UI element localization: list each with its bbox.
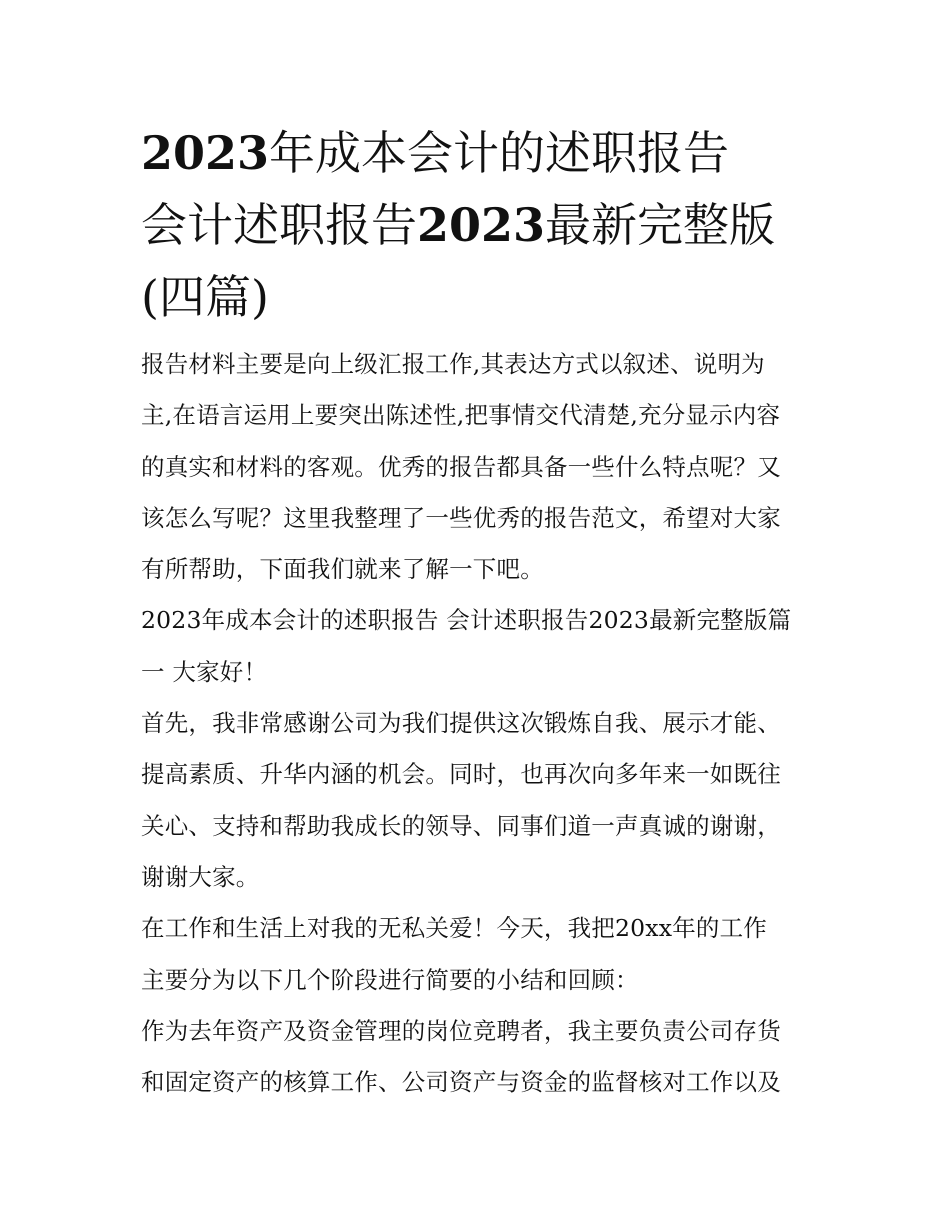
title-line-2-pre: 会计述职报告 xyxy=(141,198,417,252)
title-line-3 xyxy=(141,261,813,333)
title-year-bold: 2023 xyxy=(141,126,270,180)
body-line: 的真实和材料的客观。优秀的报告都具备一些什么特点呢？又 xyxy=(141,452,781,481)
document-content xyxy=(141,117,813,1108)
body-line: 提高素质、升华内涵的机会。同时，也再次向多年来一如既往 xyxy=(141,760,781,789)
document-title xyxy=(141,117,813,333)
body-line: 作为去年资产及资金管理的岗位竞聘者，我主要负责公司存货 xyxy=(141,1016,781,1045)
body-line: 一 大家好！ xyxy=(141,657,268,686)
body-line: 和固定资产的核算工作、公司资产与资金的监督核对工作以及 xyxy=(141,1068,781,1097)
body-line: 首先，我非常感谢公司为我们提供这次锻炼自我、展示才能、 xyxy=(141,709,781,738)
body-line: 关心、支持和帮助我成长的领导、同事们道一声真诚的谢谢， xyxy=(141,811,781,840)
body-line: 主,在语言运用上要突出陈述性,把事情交代清楚,充分显示内容 xyxy=(141,401,781,430)
body-line: 该怎么写呢？这里我整理了一些优秀的报告范文，希望对大家 xyxy=(141,503,781,532)
title-line-1-text: 年成本会计的述职报告 xyxy=(269,126,730,180)
document-body xyxy=(141,339,813,1108)
body-line: 有所帮助，下面我们就来了解一下吧。 xyxy=(141,555,544,584)
body-line: 在工作和生活上对我的无私关爱！今天，我把20xx年的工作 xyxy=(141,914,768,943)
title-year-bold-2: 2023 xyxy=(417,198,546,252)
title-line-2-text: 最新完整版 xyxy=(545,198,776,252)
title-line-2 xyxy=(141,189,813,261)
title-line-1 xyxy=(141,117,813,189)
body-line: 2023年成本会计的述职报告 会计述职报告2023最新完整版篇 xyxy=(141,606,792,635)
body-line: 主要分为以下几个阶段进行简要的小结和回顾： xyxy=(141,965,639,994)
body-line: 报告材料主要是向上级汇报工作,其表达方式以叙述、说明为 xyxy=(141,350,765,378)
body-line: 谢谢大家。 xyxy=(141,862,260,891)
title-line-3-text: (四篇) xyxy=(141,270,269,324)
